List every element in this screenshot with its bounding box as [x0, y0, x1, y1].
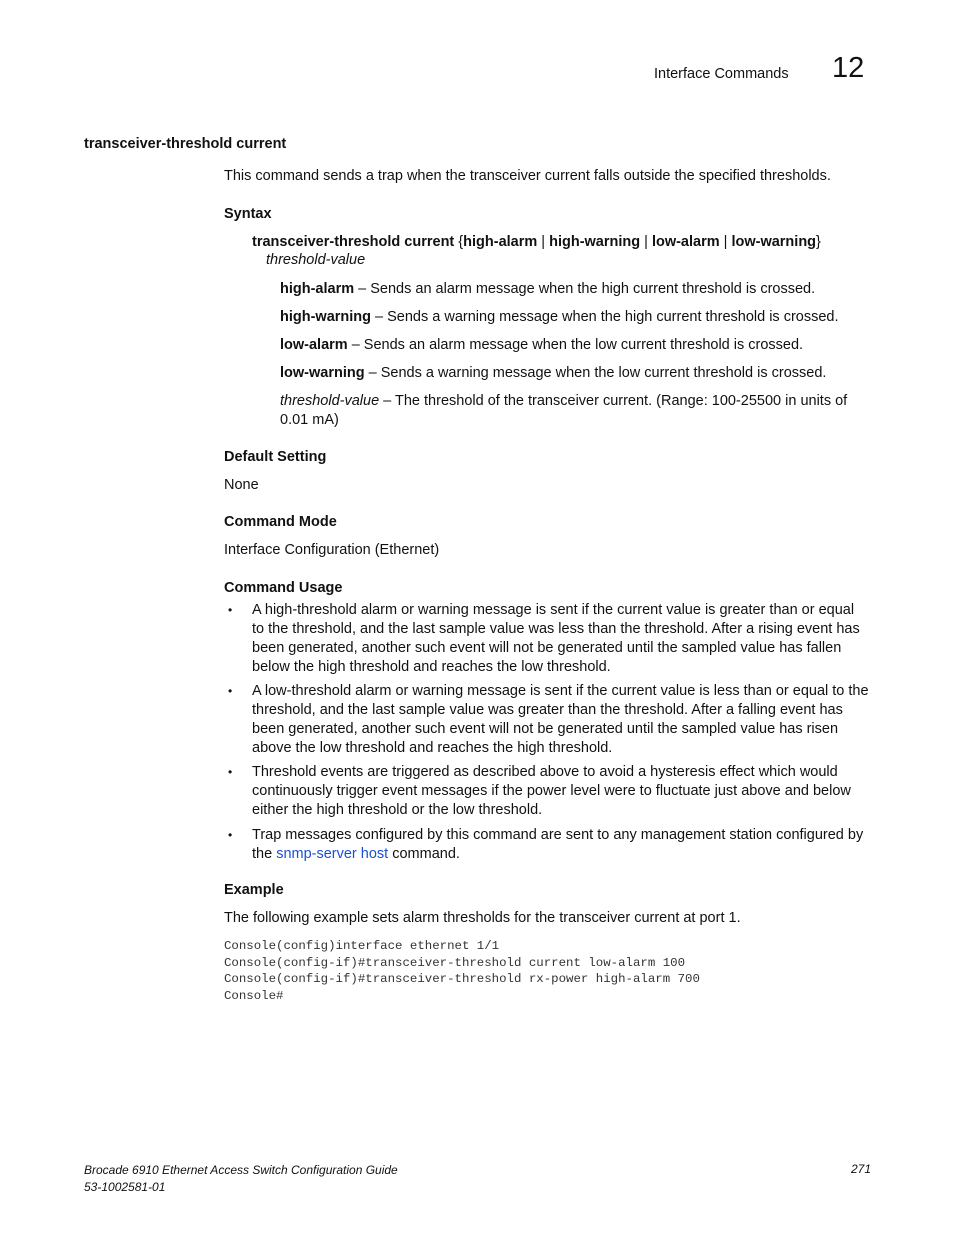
command-intro: This command sends a trap when the transceiver current falls outside the specified thresholds.: [224, 168, 831, 184]
param-name: low-warning: [280, 365, 365, 381]
default-setting-heading: Default Setting: [224, 449, 327, 465]
syntax-separator: |: [537, 234, 550, 250]
syntax-option-high-warning: high-warning: [549, 234, 641, 250]
default-setting-value: None: [224, 477, 259, 493]
code-line: Console#: [224, 988, 284, 1003]
command-title: transceiver-threshold current: [84, 136, 287, 152]
bullet-text: A low-threshold alarm or warning message is sent if the current value is less than or equal to the threshold, and the last sample value was greater than the threshold. After a falling event has been generated, another such event will not be generated until the sampled value has risen above the low threshold and reaches the high threshold.: [252, 683, 869, 756]
bullet-text: [252, 826, 870, 864]
syntax-option-low-warning: low-warning: [731, 234, 817, 250]
bullet-icon: •: [228, 765, 233, 779]
param-desc: – Sends a warning message when the low current threshold is crossed.: [364, 365, 827, 381]
code-line: Console(config)interface ethernet 1/1: [224, 939, 500, 953]
bullet-icon: •: [228, 828, 233, 842]
syntax-heading: Syntax: [224, 206, 272, 222]
bullet-text: A high-threshold alarm or warning message is sent if the current value is greater than or equal to the threshold, and the last sample value was less than the threshold. After a rising event has been generated, another such event will not be generated until the sampled value has fallen below the high threshold and reaches the low threshold.: [252, 602, 860, 675]
param-name: threshold-value: [280, 393, 380, 409]
bullet-text-after: command.: [388, 846, 460, 862]
param-name: high-alarm: [280, 281, 355, 297]
syntax-open-brace: {: [454, 234, 464, 250]
command-usage-heading: Command Usage: [224, 580, 343, 596]
param-desc: – Sends a warning message when the high current threshold is crossed.: [371, 309, 839, 325]
snmp-server-host-link[interactable]: snmp-server host: [276, 846, 389, 862]
command-mode-heading: Command Mode: [224, 514, 337, 530]
chapter-number: 12: [832, 52, 865, 84]
param-desc: – Sends an alarm message when the high current threshold is crossed.: [354, 281, 816, 297]
bullet-icon: •: [228, 603, 233, 617]
code-block: [224, 938, 700, 1004]
param-desc: – The threshold of the transceiver current. (Range: 100-25500 in units of 0.01 mA): [280, 393, 848, 428]
param-threshold-value: [280, 392, 870, 430]
bullet-text-before: Trap messages configured by this command are sent to any management station configured by the: [252, 827, 864, 862]
bullet-icon: •: [228, 684, 233, 698]
code-line: Console(config-if)#transceiver-threshold current low-alarm 100: [224, 955, 686, 970]
param-low-alarm: [280, 336, 870, 355]
param-low-warning: [280, 364, 870, 383]
param-name: low-alarm: [280, 337, 348, 353]
command-mode-value: Interface Configuration (Ethernet): [224, 542, 440, 558]
syntax-option-high-alarm: high-alarm: [463, 234, 538, 250]
example-heading: Example: [224, 882, 284, 898]
param-high-warning: [280, 308, 870, 327]
syntax-close-brace: }: [816, 234, 821, 250]
param-high-alarm: [280, 280, 870, 299]
footer: [84, 1162, 398, 1196]
running-header-section: Interface Commands: [654, 66, 789, 82]
syntax-separator: |: [719, 234, 732, 250]
bullet-text: Threshold events are triggered as described above to avoid a hysteresis effect which would continuously trigger event messages if the power level were to fluctuate just above and below either the high threshold or the low threshold.: [252, 764, 851, 818]
footer-title: Brocade 6910 Ethernet Access Switch Configuration Guide: [84, 1163, 398, 1177]
syntax-option-low-alarm: low-alarm: [651, 234, 720, 250]
footer-doc-number: 53-1002581-01: [84, 1180, 166, 1194]
syntax-command: transceiver-threshold current: [252, 234, 455, 250]
example-intro: The following example sets alarm thresholds for the transceiver current at port 1.: [224, 910, 741, 926]
code-line: Console(config-if)#transceiver-threshold rx-power high-alarm 700: [224, 972, 700, 986]
param-desc: – Sends an alarm message when the low current threshold is crossed.: [347, 337, 804, 353]
page-number: 271: [851, 1162, 872, 1176]
syntax-separator: |: [640, 234, 652, 250]
syntax-argument: threshold-value: [266, 252, 366, 268]
param-name: high-warning: [280, 309, 372, 325]
syntax-statement: [252, 234, 821, 250]
